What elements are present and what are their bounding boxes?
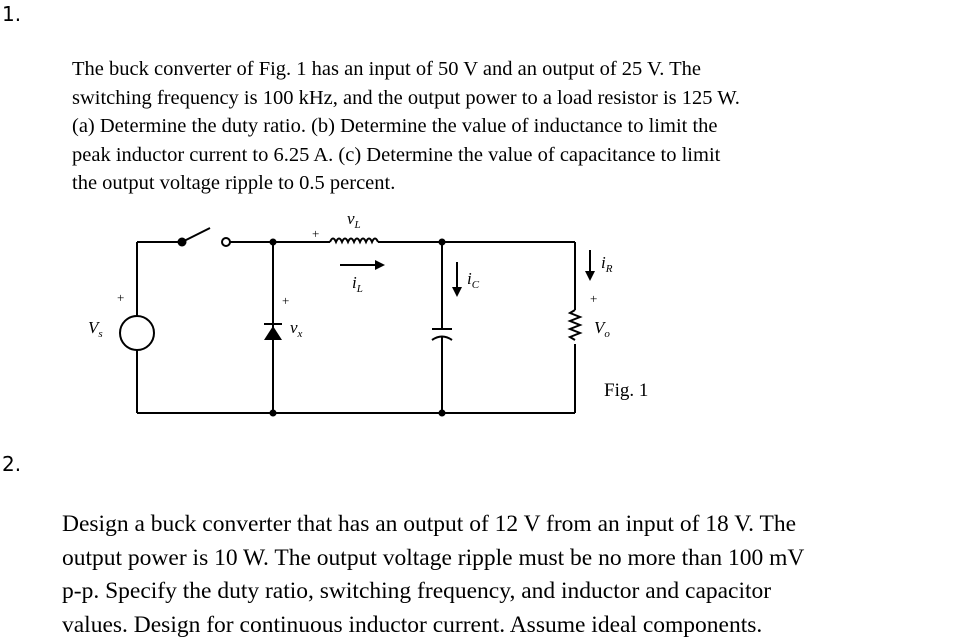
plus-sign-inductor: + [312,226,320,241]
problem-1-line: switching frequency is 100 kHz, and the output power to a load resistor is 125 W. [72,86,740,109]
figure-caption: Fig. 1 [604,380,649,401]
problem-2-text [62,508,804,642]
inductor-current-arrow-head [375,260,385,270]
problem-2-line: Design a buck converter that has an output of 12 V from an input of 18 V. The [62,511,797,537]
inductor-coil [330,239,378,243]
problem-1-line: peak inductor current to 6.25 A. (c) Determine the value of capacitance to limit [72,143,721,166]
problem-2-line: p-p. Specify the duty ratio, switching frequency, and inductor and capacitor [62,578,772,604]
problem-2-line: values. Design for continuous inductor current. Assume ideal components. [62,611,763,638]
inductor-voltage-label: $v_L$ [347,209,361,231]
junction-dot [270,239,277,246]
source-voltage-label: $V_s$ [88,318,103,340]
load-current-arrow-head [585,271,595,281]
switch-pivot [178,238,187,247]
voltage-source [120,316,154,350]
inductor-current-label: $i_L$ [352,273,363,295]
plus-sign-output: + [590,291,598,306]
problem-1-line: The buck converter of Fig. 1 has an input of 50 V and an output of 25 V. The [72,58,701,80]
load-resistor [570,310,580,340]
junction-dot [439,410,446,417]
problem-1-line: the output voltage ripple to 0.5 percent. [72,172,396,194]
junction-dot [270,410,277,417]
diode-triangle [264,326,282,340]
plus-sign-diode: + [282,293,290,308]
output-voltage-label: $V_o$ [594,318,610,340]
problem-number-2: 2. [2,452,22,476]
switch-contact [222,238,230,246]
problem-1-line: (a) Determine the duty ratio. (b) Determine the value of inductance to limit the [72,115,718,137]
capacitor-current-arrow-head [452,287,462,297]
load-current-label: $i_R$ [601,253,613,275]
capacitor-current-label: $i_C$ [467,269,480,291]
switch-blade [182,228,210,242]
plus-sign-source: + [117,290,125,305]
diode-voltage-label: $v_x$ [290,318,303,340]
junction-dot [439,239,446,246]
problem-number-1: 1. [2,2,22,26]
problem-2-line: output power is 10 W. The output voltage ripple must be no more than 100 mV [62,544,805,571]
